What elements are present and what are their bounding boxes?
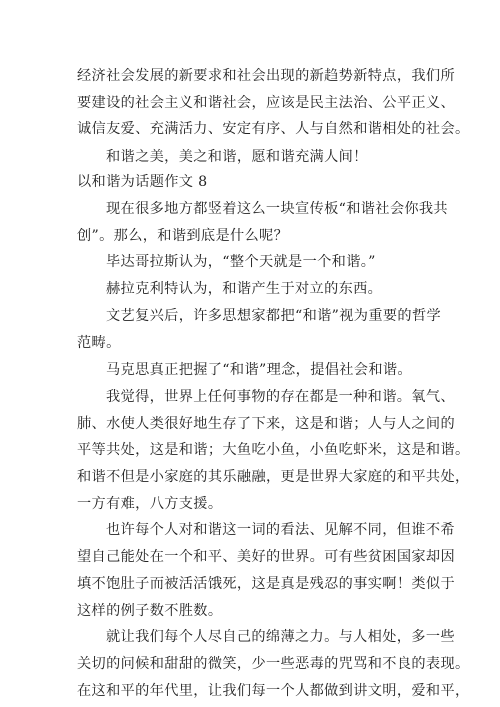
text-line: 马克思真正把握了“和谐”理念，提倡社会和谐。: [106, 362, 412, 378]
text-line: 关切的问候和甜甜的微笑，少一些恶毒的咒骂和不良的表现。: [77, 656, 470, 672]
text-line: 这样的例子数不胜数。: [77, 603, 223, 619]
text-line: 和谐之美，美之和谐，愿和谐充满人间！: [106, 149, 368, 165]
text-line: 肺、水使人类很好地生存了下来，这是和谐；人与人之间的: [77, 416, 455, 432]
text-line: 填不饱肚子而被活活饿死，这是真是残忍的事实啊！类似于: [77, 576, 455, 592]
text-line: 要建设的社会主义和谐社会，应该是民主法治、公平正义、: [77, 95, 455, 111]
text-line: 赫拉克利特认为，和谐产生于对立的东西。: [106, 281, 383, 297]
text-line: 创”。那么，和谐到底是什么呢？: [77, 228, 289, 244]
text-line: 毕达哥拉斯认为，“整个天就是一个和谐。”: [106, 254, 376, 270]
text-line: 望自己能处在一个和平、美好的世界。可有些贫困国家却因: [77, 549, 455, 565]
text-line: 和谐不但是小家庭的其乐融融，更是世界大家庭的和平共处，: [77, 469, 470, 485]
section-title: 以和谐为话题作文 8: [77, 174, 208, 190]
text-line: 也许每个人对和谐这一词的看法、见解不同，但谁不希: [106, 522, 455, 538]
text-line: 范畴。: [77, 335, 121, 351]
text-line: 我觉得，世界上任何事物的存在都是一种和谐。氧气、: [106, 389, 455, 405]
text-line: 诚信友爱、充满活力、安定有序、人与自然和谐相处的社会。: [77, 121, 470, 137]
text-line: 文艺复兴后，许多思想家都把“和谐”视为重要的哲学: [106, 308, 442, 324]
text-line: 一方有难，八方支援。: [77, 496, 223, 512]
text-line: 经济社会发展的新要求和社会出现的新趋势新特点，我们所: [77, 68, 455, 84]
text-line: 现在很多地方都竖着这么一块宣传板“和谐社会你我共: [106, 201, 448, 217]
text-line: 在这和平的年代里，让我们每一个人都做到讲文明，爱和平，: [77, 683, 470, 699]
text-line: 就让我们每个人尽自己的绵薄之力。与人相处，多一些: [106, 629, 455, 645]
text-line: 平等共处，这是和谐；大鱼吃小鱼，小鱼吃虾米，这是和谐。: [77, 442, 470, 458]
